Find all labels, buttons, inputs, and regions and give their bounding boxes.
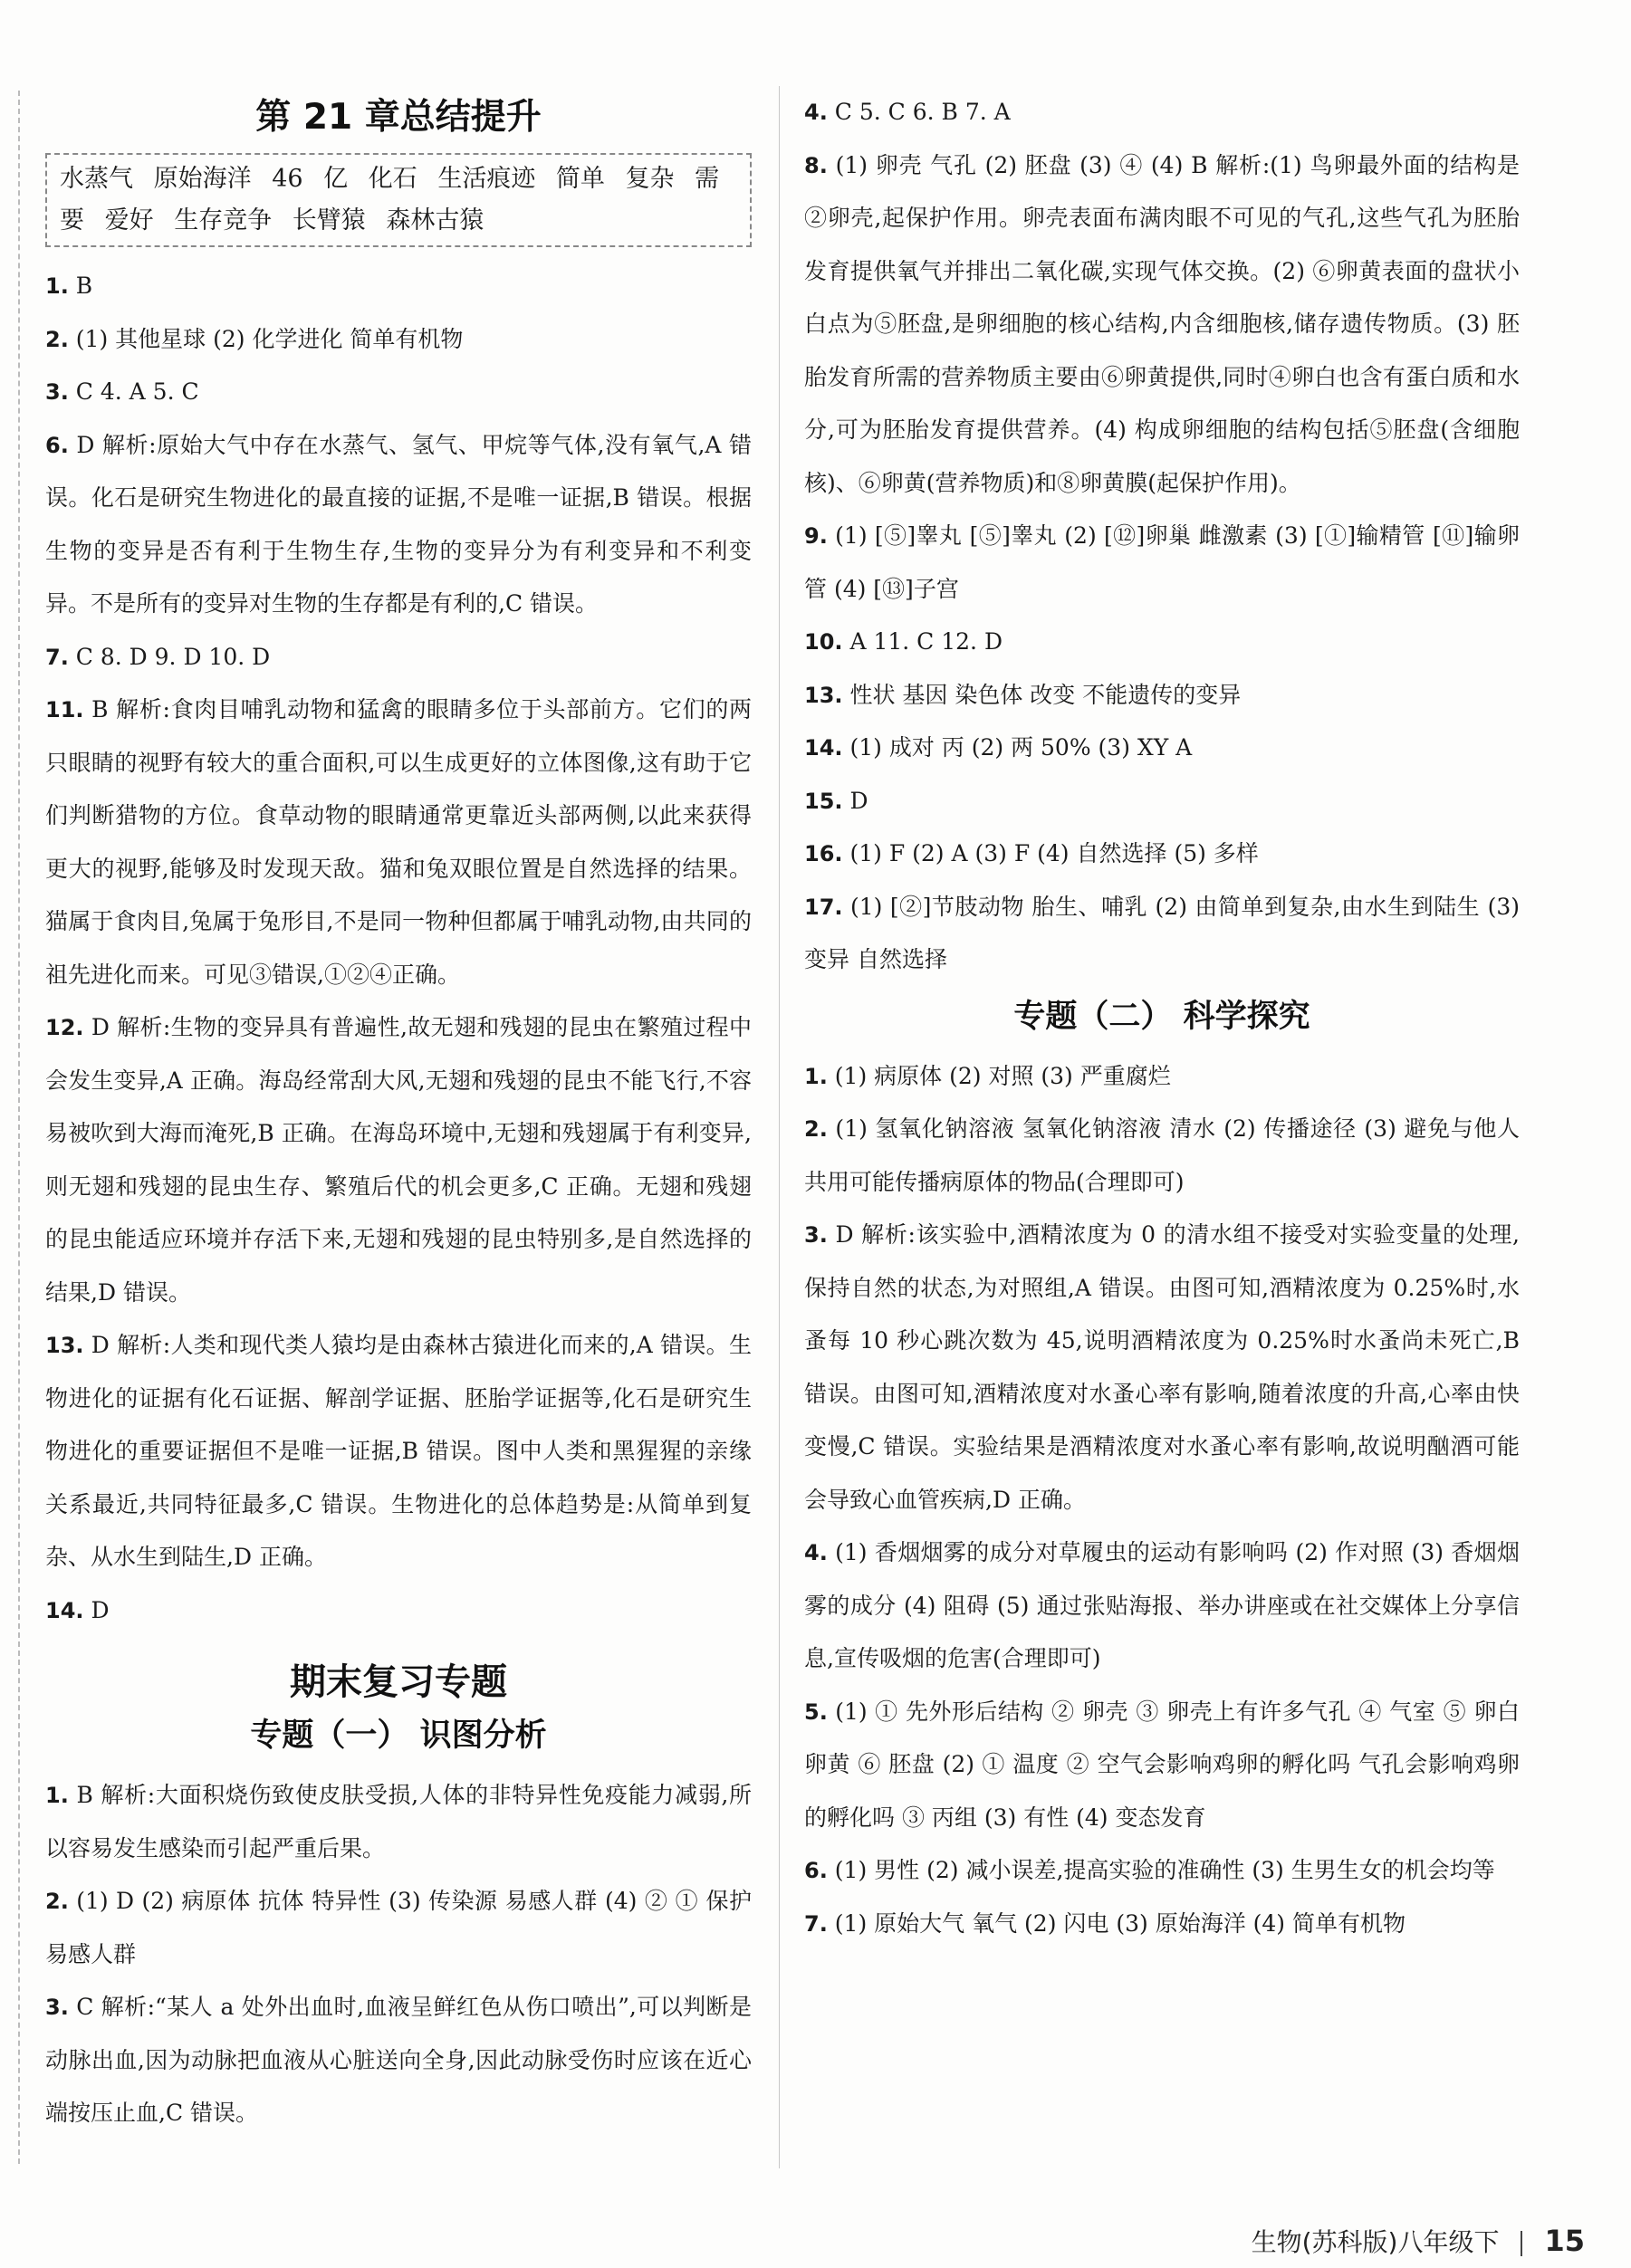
item-number: 14. bbox=[45, 1597, 84, 1623]
answer-item bbox=[45, 313, 752, 367]
item-text: (1) F (2) A (3) F (4) 自然选择 (5) 多样 bbox=[849, 840, 1259, 866]
item-number: 2. bbox=[45, 326, 69, 352]
item-number: 8. bbox=[804, 152, 828, 178]
answer-item bbox=[45, 366, 752, 419]
item-number: 3. bbox=[45, 1995, 69, 2020]
item-text: (1) ① 先外形后结构 ② 卵壳 ③ 卵壳上有许多气孔 ④ 气室 ⑤ 卵白 卵黄 ⑥ 胚盘 (2) ① 温度 ② 空气会影响鸡卵的孵化吗 气孔会影响鸡卵的孵化吗 ③ 丙组 (3) 有性 (4) 变态发育 bbox=[804, 1698, 1520, 1831]
answer-item bbox=[804, 616, 1520, 669]
answer-item bbox=[804, 1050, 1520, 1104]
answer-item bbox=[45, 260, 752, 313]
keyword: 水蒸气 bbox=[60, 165, 133, 193]
right-column bbox=[804, 86, 1520, 1950]
item-text: 性状 基因 染色体 改变 不能遗传的变异 bbox=[849, 681, 1242, 708]
answer-item bbox=[804, 722, 1520, 775]
item-text: D bbox=[91, 1596, 110, 1623]
item-number: 17. bbox=[804, 894, 843, 920]
answer-item bbox=[45, 1584, 752, 1638]
item-text: D 解析:原始大气中存在水蒸气、氢气、甲烷等气体,没有氧气,A 错误。化石是研究生物进化的最直接的证据,不是唯一证据,B 错误。根据生物的变异是否有利于生物生存,生物的变异分为有利变异和不利变异。不是所有的变异对生物的生存都是有利的,C 错误。 bbox=[45, 431, 752, 617]
item-text: (1) D (2) 病原体 抗体 特异性 (3) 传染源 易感人群 (4) ② ① 保护易感人群 bbox=[45, 1888, 752, 1967]
item-number: 2. bbox=[804, 1116, 828, 1142]
item-text: (1) 卵壳 气孔 (2) 胚盘 (3) ④ (4) B 解析:(1) 鸟卵最外面的结构是②卵壳,起保护作用。卵壳表面布满肉眼不可见的气孔,这些气孔为胚胎发育提供氧气并排出二氧化碳,实现气体交换。(2) ⑥卵黄表面的盘状小白点为⑤胚盘,是卵细胞的核心结构,内含细胞核,储存遗传物质。(3) 胚胎发育所需的营养物质主要由⑥卵黄提供,同时④卵白也含有蛋白质和水分,可为胚胎发育提供营养。(4) 构成卵细胞的结构包括⑤胚盘(含细胞核)、⑥卵黄(营养物质)和⑧卵黄膜(起保护作用)。 bbox=[804, 151, 1520, 496]
chapter-title: 第 21 章总结提升 bbox=[255, 97, 542, 138]
item-text: C 8. D 9. D 10. D bbox=[75, 643, 271, 670]
item-number: 14. bbox=[804, 735, 843, 761]
item-number: 1. bbox=[45, 273, 69, 299]
item-number: 2. bbox=[45, 1889, 69, 1914]
item-text: A 11. C 12. D bbox=[849, 628, 1003, 655]
item-number: 3. bbox=[804, 1222, 828, 1248]
answer-item bbox=[804, 1844, 1520, 1898]
keyword: 原始海洋 bbox=[153, 165, 252, 193]
answer-item bbox=[804, 510, 1520, 616]
answer-item bbox=[45, 1875, 752, 1981]
item-number: 13. bbox=[45, 1333, 84, 1358]
answer-item bbox=[804, 1686, 1520, 1845]
item-text: (1) 原始大气 氧气 (2) 闪电 (3) 原始海洋 (4) 简单有机物 bbox=[834, 1909, 1406, 1937]
item-number: 7. bbox=[804, 1910, 828, 1937]
item-number: 4. bbox=[804, 100, 828, 125]
page-number: 15 bbox=[1544, 2224, 1585, 2258]
answer-item bbox=[804, 1898, 1520, 1951]
answer-item bbox=[45, 1981, 752, 2140]
left-answer-list bbox=[45, 260, 752, 1637]
item-text: D 解析:人类和现代类人猿均是由森林古猿进化而来的,A 错误。生物进化的证据有化石证据、解剖学证据、胚胎学证据等,化石是研究生物进化的重要证据但不是唯一证据,B 错误。图中人类和黑猩猩的亲缘关系最近,共同特征最多,C 错误。生物进化的总体趋势是:从简单到复杂、从水生到陆生,D 正确。 bbox=[45, 1332, 752, 1570]
item-text: D 解析:该实验中,酒精浓度为 0 的清水组不接受对实验变量的处理,保持自然的状态,为对照组,A 错误。由图可知,酒精浓度为 0.25%时,水蚤每 10 秒心跳次数为 45,说明酒精浓度为 0.25%时水蚤尚未死亡,B 错误。由图可知,酒精浓度对水蚤心率有影响,随着浓度的升高,心率由快变慢,C 错误。实验结果是酒精浓度对水蚤心率有影响,故说明酗酒可能会导致心血管疾病,D 正确。 bbox=[804, 1221, 1520, 1513]
answer-item bbox=[45, 631, 752, 684]
item-number: 15. bbox=[804, 788, 843, 814]
keyword: 森林古猿 bbox=[386, 206, 485, 234]
keyword: 46 亿 bbox=[272, 165, 349, 193]
item-number: 5. bbox=[804, 1699, 828, 1725]
binding-dashed-line bbox=[18, 91, 20, 2164]
answer-item bbox=[804, 1209, 1520, 1526]
item-number: 1. bbox=[804, 1063, 828, 1089]
item-number: 7. bbox=[45, 644, 69, 670]
item-text: (1) 其他星球 (2) 化学进化 简单有机物 bbox=[75, 325, 464, 352]
answer-item bbox=[804, 669, 1520, 723]
item-text: D 解析:生物的变异具有普遍性,故无翅和残翅的昆虫在繁殖过程中会发生变异,A 正确。海岛经常刮大风,无翅和残翅的昆虫不能飞行,不容易被吹到大海而淹死,B 正确。在海岛环境中,无翅和残翅属于有利变异,则无翅和残翅的昆虫生存、繁殖后代的机会更多,C 正确。无翅和残翅的昆虫能适应环境并存活下来,无翅和残翅的昆虫特别多,是自然选择的结果,D 错误。 bbox=[45, 1014, 752, 1306]
item-text: D bbox=[849, 787, 868, 814]
answer-item bbox=[45, 1769, 752, 1875]
topic1-title: 专题（一） 识图分析 bbox=[250, 1718, 547, 1754]
item-text: (1) 男性 (2) 减小误差,提高实验的准确性 (3) 生男生女的机会均等 bbox=[834, 1857, 1495, 1883]
answer-item bbox=[45, 419, 752, 631]
item-number: 12. bbox=[45, 1015, 84, 1040]
item-number: 10. bbox=[804, 629, 843, 655]
answer-item bbox=[804, 139, 1520, 511]
footer-subject: 生物(苏科版)八年级下 bbox=[1251, 2227, 1500, 2257]
keyword: 复杂 bbox=[625, 165, 675, 193]
item-text: (1) [⑤]睾丸 [⑤]睾丸 (2) [⑫]卵巢 雌激素 (3) [①]输精管 [⑪]输卵管 (4) [⑬]子宫 bbox=[804, 522, 1520, 602]
item-text: (1) 香烟烟雾的成分对草履虫的运动有影响吗 (2) 作对照 (3) 香烟烟雾的成分 (4) 阻碍 (5) 通过张贴海报、举办讲座或在社交媒体上分享信息,宣传吸烟的危害(合理即可) bbox=[804, 1539, 1520, 1671]
item-number: 11. bbox=[45, 697, 84, 723]
item-number: 4. bbox=[804, 1540, 828, 1565]
topic1-answer-list bbox=[45, 1769, 752, 2140]
answer-item bbox=[804, 881, 1520, 987]
item-number: 3. bbox=[45, 379, 69, 405]
item-text: C 解析:“某人 a 处外出血时,血液呈鲜红色从伤口喷出”,可以判断是动脉出血,因为动脉把血液从心脏送向全身,因此动脉受伤时应该在近心端按压止血,C 错误。 bbox=[45, 1994, 752, 2126]
answer-item bbox=[45, 684, 752, 1001]
answer-item bbox=[804, 828, 1520, 881]
item-number: 6. bbox=[45, 432, 69, 458]
item-text: C 4. A 5. C bbox=[75, 378, 199, 405]
item-number: 16. bbox=[804, 841, 843, 866]
keyword: 需要 bbox=[60, 165, 720, 234]
item-text: (1) 病原体 (2) 对照 (3) 严重腐烂 bbox=[834, 1062, 1171, 1089]
item-number: 1. bbox=[45, 1783, 69, 1808]
right-answer-list bbox=[804, 86, 1520, 987]
item-number: 13. bbox=[804, 682, 843, 708]
answer-item bbox=[45, 1319, 752, 1584]
item-number: 9. bbox=[804, 523, 828, 549]
keyword: 生活痕迹 bbox=[437, 165, 536, 193]
keyword: 化石 bbox=[368, 165, 417, 193]
footer-separator bbox=[1521, 2231, 1522, 2256]
topic2-title: 专题（二） 科学探究 bbox=[1013, 998, 1310, 1035]
column-divider bbox=[779, 86, 780, 2168]
item-text: (1) 成对 丙 (2) 两 50% (3) XY A bbox=[849, 734, 1193, 761]
item-number: 6. bbox=[804, 1858, 828, 1883]
item-text: (1) [②]节肢动物 胎生、哺乳 (2) 由简单到复杂,由水生到陆生 (3) 变异 自然选择 bbox=[804, 893, 1520, 972]
keyword: 生存竞争 bbox=[174, 206, 273, 234]
answer-item bbox=[804, 1103, 1520, 1209]
keyword: 简单 bbox=[555, 165, 605, 193]
left-column bbox=[45, 86, 752, 2140]
item-text: B 解析:大面积烧伤致使皮肤受损,人体的非特异性免疫能力减弱,所以容易发生感染而引起严重后果。 bbox=[45, 1782, 753, 1861]
topic2-answer-list bbox=[804, 1050, 1520, 1951]
item-text: (1) 氢氧化钠溶液 氢氧化钠溶液 清水 (2) 传播途径 (3) 避免与他人共用可能传播病原体的物品(合理即可) bbox=[804, 1115, 1520, 1195]
answer-item bbox=[45, 1001, 752, 1319]
keyword: 爱好 bbox=[104, 206, 154, 234]
keyword: 长臂猿 bbox=[292, 206, 366, 234]
answer-item bbox=[804, 86, 1520, 139]
page-footer bbox=[1114, 2223, 1585, 2259]
answer-item bbox=[804, 1526, 1520, 1686]
item-text: B bbox=[75, 273, 93, 299]
answer-item bbox=[804, 775, 1520, 828]
keywords-box bbox=[45, 153, 752, 247]
item-text: C 5. C 6. B 7. A bbox=[834, 99, 1011, 125]
review-title: 期末复习专题 bbox=[290, 1661, 507, 1703]
item-text: B 解析:食肉目哺乳动物和猛禽的眼睛多位于头部前方。它们的两只眼睛的视野有较大的重合面积,可以生成更好的立体图像,这有助于它们判断猎物的方位。食草动物的眼睛通常更靠近头部两侧,以此来获得更大的视野,能够及时发现天敌。猫和兔双眼位置是自然选择的结果。猫属于食肉目,兔属于兔形目,不是同一物种但都属于哺乳动物,由共同的祖先进化而来。可见③错误,①②④正确。 bbox=[45, 696, 752, 988]
